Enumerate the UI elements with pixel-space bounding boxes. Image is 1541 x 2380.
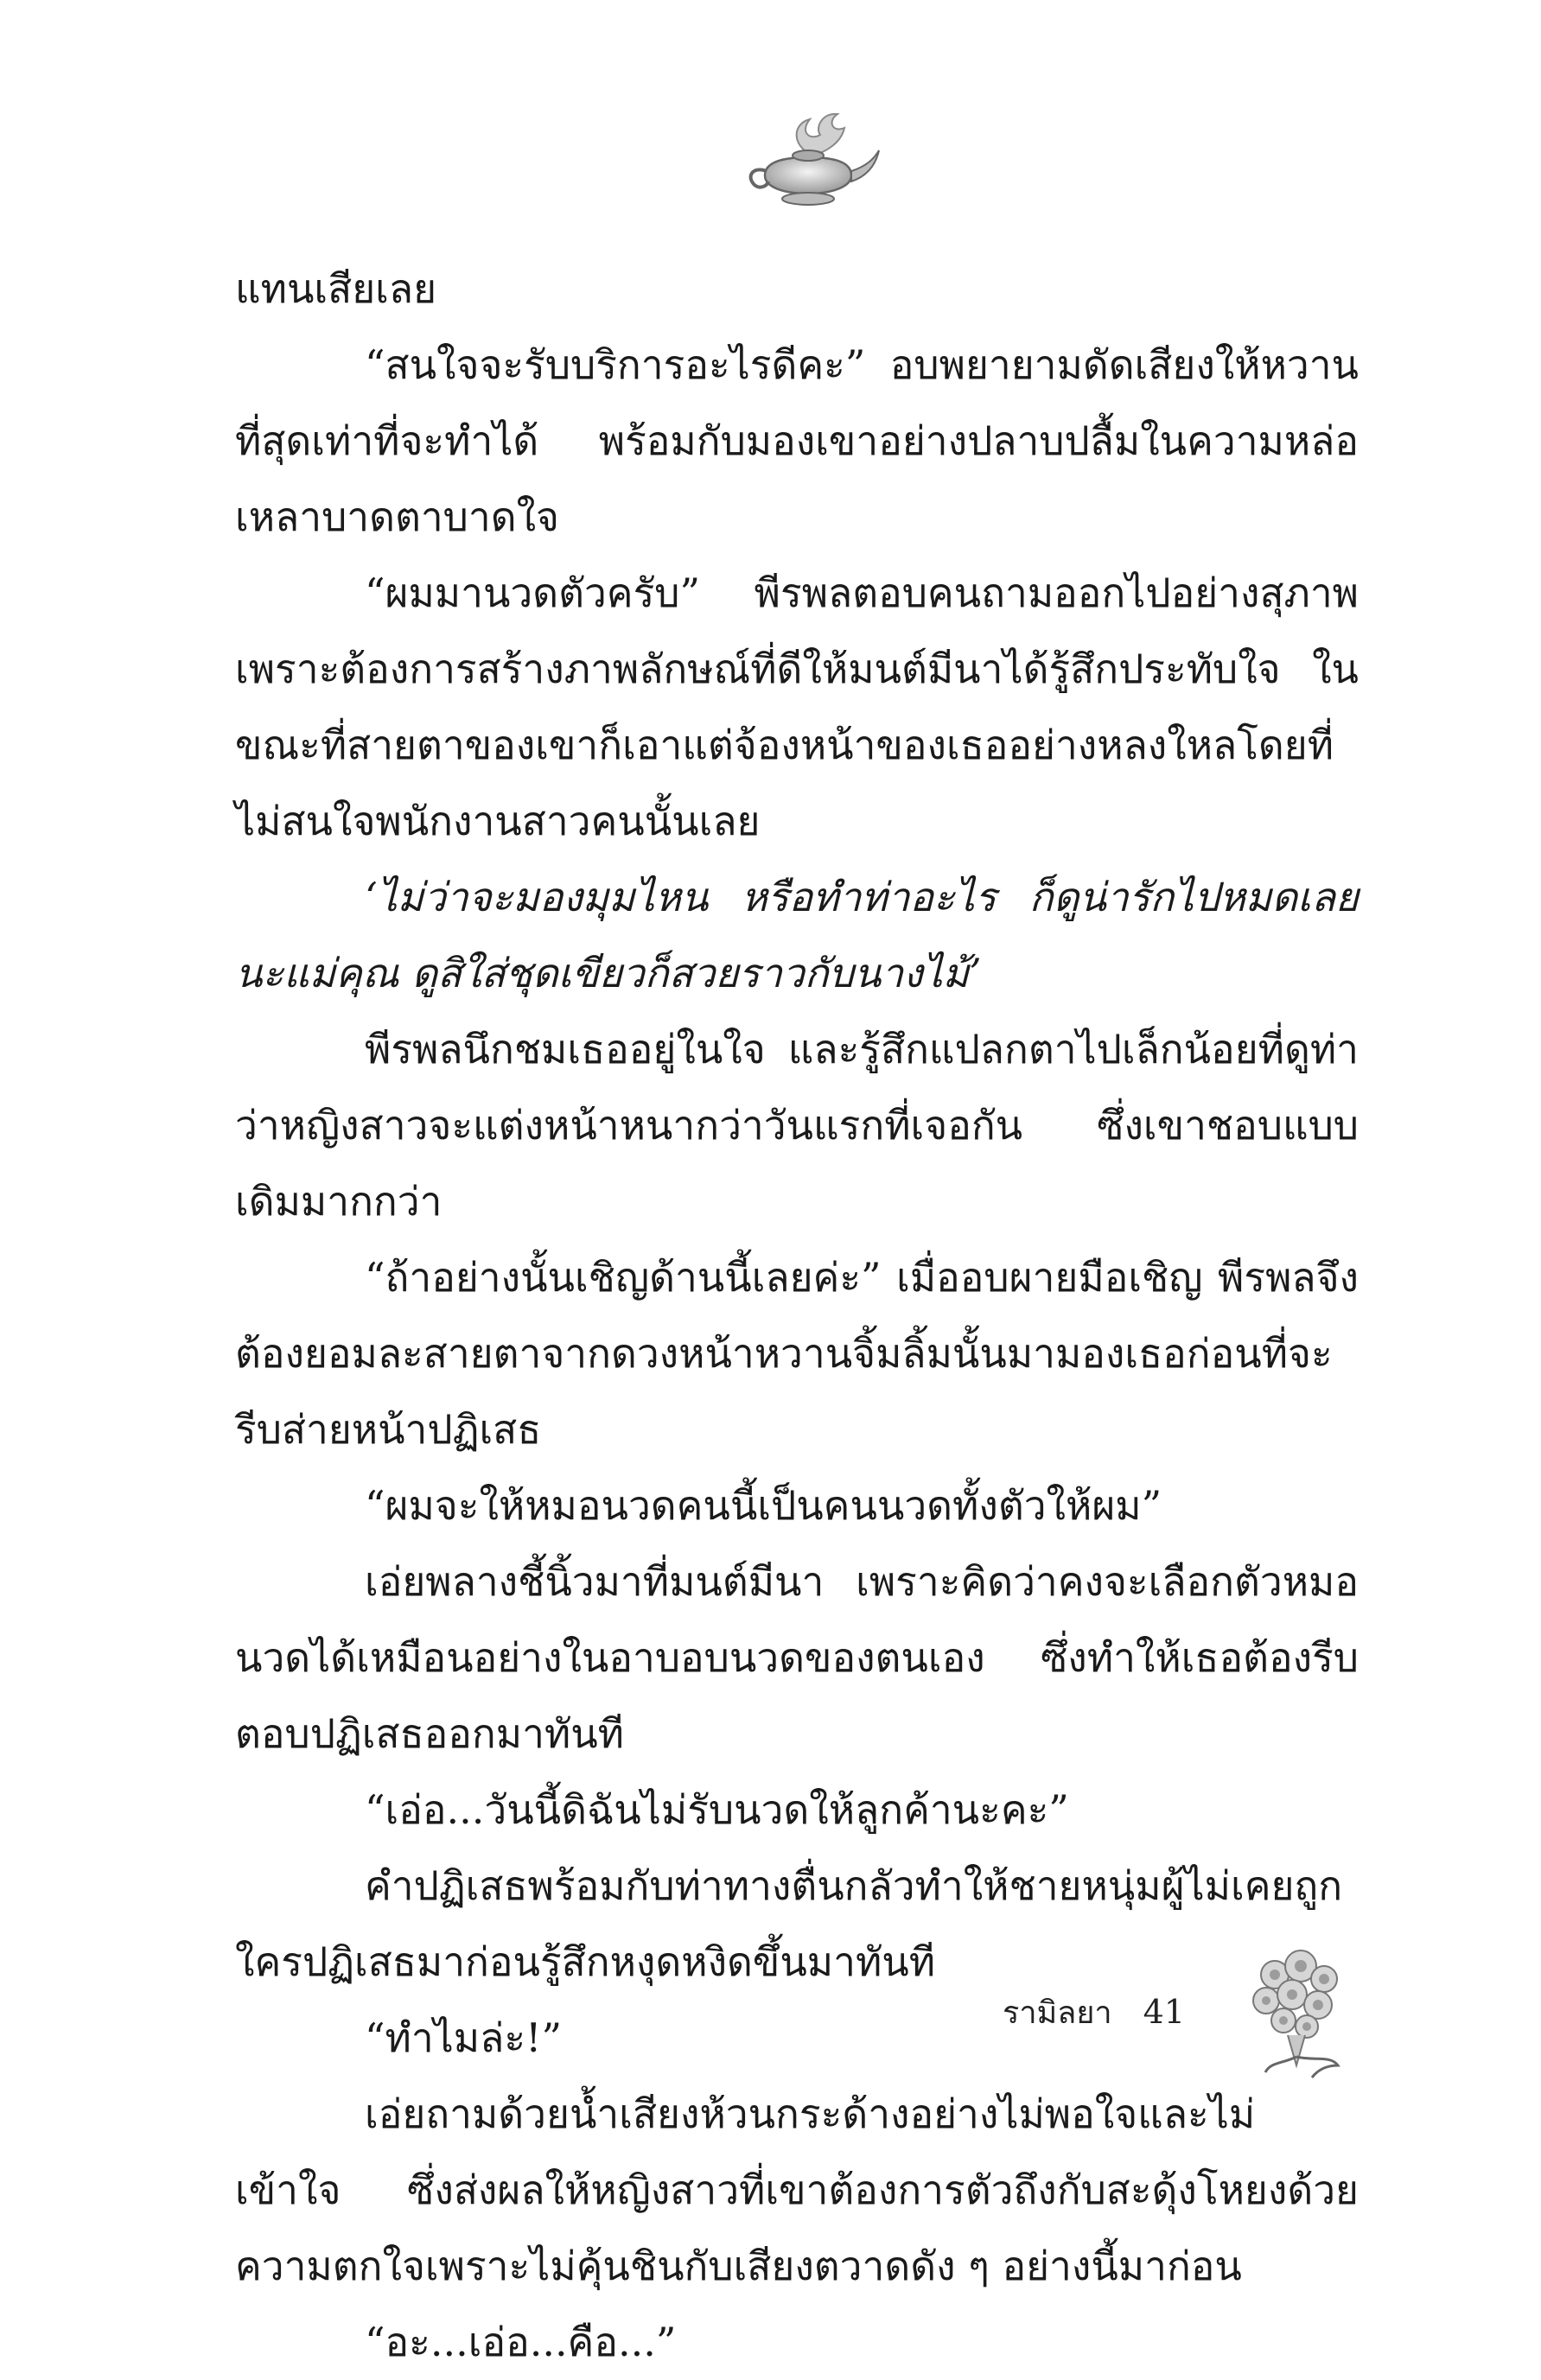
body-text [235, 251, 1359, 2380]
paragraph: “สนใจจะรับบริการอะไรดีคะ” อบพยายามดัดเสียงให้หวานที่สุดเท่าที่จะทำได้ พร้อมกับมองเขาอย่างปลาบปลื้มในความหล่อเหลาบาดตาบาดใจ [235, 341, 1359, 540]
paragraph: คำปฏิเสธพร้อมกับท่าทางตื่นกลัวทำให้ชายหนุ่มผู้ไม่เคยถูกใครปฏิเสธมาก่อนรู้สึกหงุดหงิดขึ้นมาทันที [235, 1862, 1343, 1985]
genie-lamp-icon [730, 102, 886, 214]
paragraph: เอ่ยถามด้วยน้ำเสียงห้วนกระด้างอย่างไม่พอใจและไม่เข้าใจ ซึ่งส่งผลให้หญิงสาวที่เขาต้องการตัวถึงกับสะดุ้งโหยงด้วยความตกใจเพราะไม่คุ้นชินกับเสียงตวาดดัง ๆ อย่างนี้มาก่อน [235, 2090, 1359, 2289]
paragraph: “ผมจะให้หมอนวดคนนี้เป็นคนนวดทั้งตัวให้ผม” [365, 1482, 1162, 1529]
paragraph: “ผมมานวดตัวครับ” พีรพลตอบคนถามออกไปอย่างสุภาพ เพราะต้องการสร้างภาพลักษณ์ที่ดีให้มนต์มีนาได้รู้สึกประทับใจ ในขณะที่สายตาของเขาก็เอาแต่จ้องหน้าของเธออย่างหลงใหลโดยที่ไม่สนใจพนักงานสาวคนนั้นเลย [235, 570, 1359, 844]
author-name: รามิลยา [1003, 1995, 1112, 2031]
paragraph: แทนเสียเลย [235, 265, 437, 312]
page-number: 41 [1143, 1993, 1186, 2031]
paragraph: “อะ...เอ่อ...คือ...” [365, 2319, 677, 2365]
paragraph: “ทำไมล่ะ!” [365, 2014, 563, 2061]
paragraph: “ถ้าอย่างนั้นเชิญด้านนี้เลยค่ะ” เมื่ออบผายมือเชิญ พีรพลจึงต้องยอมละสายตาจากดวงหน้าหวานจิ้มลิ้มนั้นมามองเธอก่อนที่จะรีบส่ายหน้าปฏิเสธ [235, 1254, 1359, 1453]
paragraph: ‘ไม่ว่าจะมองมุมไหน หรือทำท่าอะไร ก็ดูน่ารักไปหมดเลยนะแม่คุณ ดูสิใส่ชุดเขียวก็สวยราวกับนางไม้’ [235, 874, 1359, 996]
page-footer [1003, 1977, 1185, 2046]
paragraph: “เอ่อ...วันนี้ดิฉันไม่รับนวดให้ลูกค้านะคะ” [365, 1786, 1069, 1833]
paragraph: พีรพลนึกชมเธออยู่ในใจ และรู้สึกแปลกตาไปเล็กน้อยที่ดูท่าว่าหญิงสาวจะแต่งหน้าหนากว่าวันแรกที่เจอกัน ซึ่งเขาชอบแบบเดิมมากกว่า [235, 1026, 1359, 1225]
flower-bouquet-icon [1236, 1936, 1357, 2083]
paragraph: เอ่ยพลางชี้นิ้วมาที่มนต์มีนา เพราะคิดว่าคงจะเลือกตัวหมอนวดได้เหมือนอย่างในอาบอบนวดของตนเอง ซึ่งทำให้เธอต้องรีบตอบปฏิเสธออกมาทันที [235, 1558, 1359, 1757]
